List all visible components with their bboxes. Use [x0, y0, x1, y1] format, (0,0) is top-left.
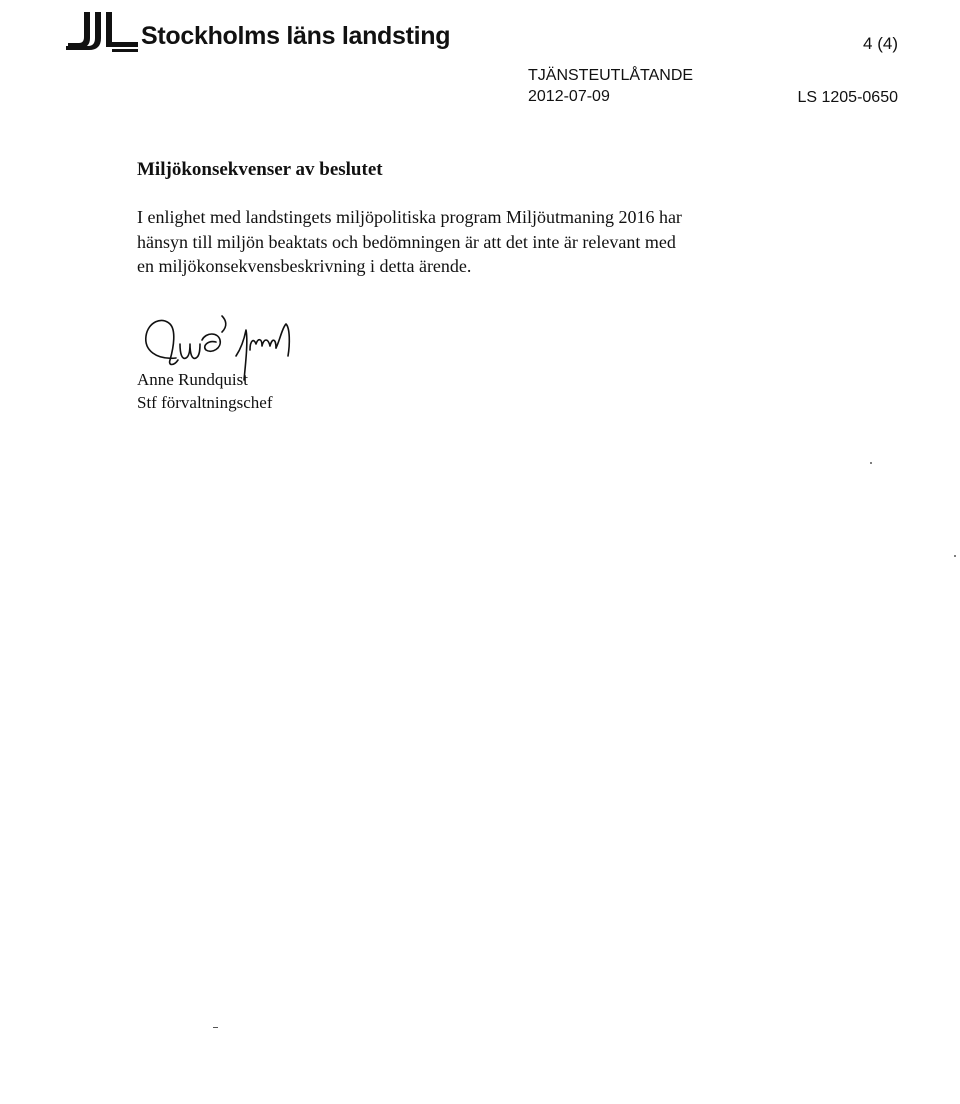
sll-logo — [62, 8, 140, 54]
scan-speck — [954, 555, 956, 557]
organization-name: Stockholms läns landsting — [141, 22, 451, 50]
section-body — [137, 205, 777, 279]
signer-name: Anne Rundquist — [137, 370, 248, 389]
section-heading: Miljökonsekvenser av beslutet — [137, 159, 383, 180]
body-line: en miljökonsekvensbeskrivning i detta ärende. — [137, 256, 472, 276]
scan-speck — [213, 1027, 218, 1028]
document-date: 2012-07-09 — [528, 88, 610, 105]
page-number: 4 (4) — [863, 34, 898, 53]
document-type: TJÄNSTEUTLÅTANDE — [528, 67, 694, 84]
document-reference: LS 1205-0650 — [797, 89, 898, 106]
body-line: I enlighet med landstingets miljöpolitiska program Miljöutmaning 2016 har — [137, 207, 682, 227]
body-line: hänsyn till miljön beaktats och bedömningen är att det inte är relevant med — [137, 231, 676, 252]
signer-title: Stf förvaltningschef — [137, 393, 273, 412]
scan-speck — [870, 462, 872, 464]
